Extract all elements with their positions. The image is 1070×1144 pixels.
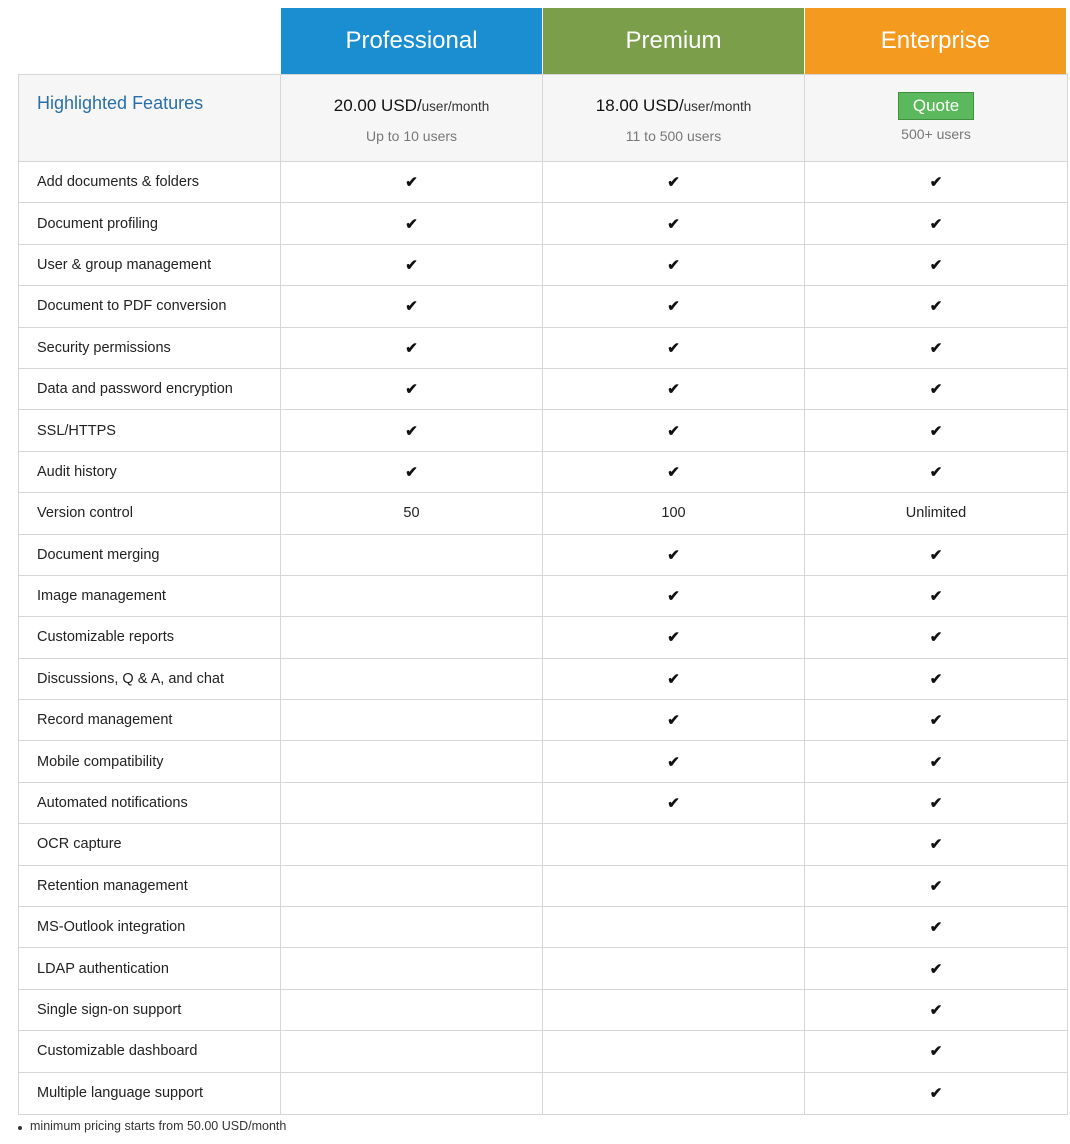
feature-cell bbox=[543, 535, 805, 575]
table-row bbox=[19, 990, 1068, 1031]
feature-value bbox=[281, 741, 543, 781]
check-icon: ✔ bbox=[667, 339, 680, 357]
feature-name: Customizable dashboard bbox=[19, 1031, 281, 1071]
price-professional: 20.00 USD/user/month bbox=[333, 96, 490, 115]
feature-name: Image management bbox=[19, 576, 281, 616]
feature-cell bbox=[543, 617, 805, 657]
highlighted-row bbox=[19, 75, 1068, 162]
check-icon: ✔ bbox=[929, 877, 943, 895]
footnote-text: minimum pricing starts from 50.00 USD/month bbox=[30, 1119, 287, 1133]
check-icon: ✔ bbox=[667, 298, 680, 316]
check-icon: ✔ bbox=[667, 381, 680, 399]
feature-value bbox=[281, 535, 543, 575]
feature-cell bbox=[543, 576, 805, 616]
feature-name: Audit history bbox=[19, 452, 281, 492]
feature-name: Version control bbox=[19, 493, 281, 533]
feature-cell bbox=[805, 907, 1068, 947]
check-icon: ✔ bbox=[929, 1085, 943, 1103]
table-row bbox=[19, 741, 1068, 782]
feature-name: Document merging bbox=[19, 535, 281, 575]
feature-value bbox=[281, 990, 543, 1030]
table-row bbox=[19, 452, 1068, 493]
feature-cell bbox=[805, 741, 1068, 781]
check-icon: ✔ bbox=[667, 256, 680, 274]
feature-cell bbox=[281, 245, 543, 285]
feature-cell bbox=[805, 452, 1068, 492]
feature-cell bbox=[805, 824, 1068, 864]
table-row bbox=[19, 535, 1068, 576]
table-row bbox=[19, 948, 1068, 989]
feature-cell bbox=[805, 948, 1068, 988]
feature-value bbox=[281, 1073, 543, 1114]
check-icon: ✔ bbox=[667, 629, 680, 647]
feature-name: MS-Outlook integration bbox=[19, 907, 281, 947]
feature-cell bbox=[281, 286, 543, 326]
feature-name: LDAP authentication bbox=[19, 948, 281, 988]
table-row bbox=[19, 245, 1068, 286]
table-row bbox=[19, 866, 1068, 907]
check-icon: ✔ bbox=[405, 339, 418, 357]
check-icon: ✔ bbox=[405, 174, 418, 192]
feature-name: Retention management bbox=[19, 866, 281, 906]
feature-value bbox=[281, 576, 543, 616]
feature-cell bbox=[805, 659, 1068, 699]
feature-cell bbox=[281, 328, 543, 368]
table-row bbox=[19, 410, 1068, 451]
check-icon: ✔ bbox=[405, 256, 418, 274]
check-icon: ✔ bbox=[929, 919, 943, 937]
feature-value bbox=[281, 617, 543, 657]
check-icon: ✔ bbox=[667, 463, 680, 481]
feature-cell bbox=[543, 286, 805, 326]
feature-value bbox=[543, 866, 805, 906]
feature-cell bbox=[805, 700, 1068, 740]
check-icon: ✔ bbox=[667, 712, 680, 730]
users-professional: Up to 10 users bbox=[365, 128, 458, 144]
check-icon: ✔ bbox=[929, 174, 943, 192]
plan-header-spacer bbox=[18, 8, 280, 74]
feature-value bbox=[281, 1031, 543, 1071]
feature-cell bbox=[805, 203, 1068, 243]
check-icon: ✔ bbox=[405, 215, 418, 233]
table-row bbox=[19, 493, 1068, 534]
feature-cell bbox=[805, 1031, 1068, 1071]
check-icon: ✔ bbox=[929, 712, 943, 730]
check-icon: ✔ bbox=[929, 256, 943, 274]
feature-cell bbox=[805, 990, 1068, 1030]
quote-button[interactable]: Quote bbox=[898, 92, 974, 120]
check-icon: ✔ bbox=[667, 588, 680, 606]
feature-cell bbox=[543, 328, 805, 368]
feature-cell bbox=[543, 203, 805, 243]
feature-value bbox=[543, 824, 805, 864]
table-row bbox=[19, 286, 1068, 327]
feature-cell bbox=[543, 162, 805, 202]
highlighted-features-label: Highlighted Features bbox=[19, 75, 281, 161]
feature-value bbox=[543, 990, 805, 1030]
check-icon: ✔ bbox=[667, 753, 680, 771]
feature-name: Security permissions bbox=[19, 328, 281, 368]
bullet-icon bbox=[18, 1126, 22, 1130]
table-row bbox=[19, 1073, 1068, 1114]
feature-cell bbox=[805, 410, 1068, 450]
feature-cell bbox=[805, 866, 1068, 906]
price-premium: 18.00 USD/user/month bbox=[595, 96, 752, 115]
check-icon: ✔ bbox=[405, 298, 418, 316]
feature-cell bbox=[281, 410, 543, 450]
table-row bbox=[19, 369, 1068, 410]
check-icon: ✔ bbox=[667, 546, 680, 564]
plan-header-professional: Professional bbox=[280, 8, 542, 74]
feature-name: Discussions, Q & A, and chat bbox=[19, 659, 281, 699]
check-icon: ✔ bbox=[929, 588, 943, 606]
feature-value bbox=[281, 783, 543, 823]
feature-value: 50 bbox=[281, 493, 543, 533]
feature-cell bbox=[543, 783, 805, 823]
check-icon: ✔ bbox=[929, 381, 943, 399]
check-icon: ✔ bbox=[929, 836, 943, 854]
table-row bbox=[19, 700, 1068, 741]
feature-name: Single sign-on support bbox=[19, 990, 281, 1030]
feature-name: Data and password encryption bbox=[19, 369, 281, 409]
feature-value: 100 bbox=[543, 493, 805, 533]
table-row bbox=[19, 162, 1068, 203]
feature-cell bbox=[281, 162, 543, 202]
check-icon: ✔ bbox=[929, 670, 943, 688]
check-icon: ✔ bbox=[929, 339, 943, 357]
check-icon: ✔ bbox=[667, 215, 680, 233]
check-icon: ✔ bbox=[405, 422, 418, 440]
feature-value bbox=[281, 866, 543, 906]
features-grid bbox=[18, 74, 1068, 1115]
price-cell-professional bbox=[281, 75, 543, 161]
feature-name: Mobile compatibility bbox=[19, 741, 281, 781]
feature-value bbox=[281, 659, 543, 699]
feature-cell bbox=[543, 245, 805, 285]
feature-name: Record management bbox=[19, 700, 281, 740]
feature-cell bbox=[805, 617, 1068, 657]
feature-cell bbox=[543, 659, 805, 699]
table-row bbox=[19, 328, 1068, 369]
feature-name: Multiple language support bbox=[19, 1073, 281, 1114]
feature-cell bbox=[805, 369, 1068, 409]
price-cell-premium bbox=[543, 75, 805, 161]
feature-name: Document profiling bbox=[19, 203, 281, 243]
footnote bbox=[18, 1119, 286, 1133]
users-enterprise: 500+ users bbox=[901, 126, 971, 142]
feature-value bbox=[281, 824, 543, 864]
feature-cell bbox=[805, 162, 1068, 202]
feature-value bbox=[543, 907, 805, 947]
plan-header-row bbox=[18, 8, 1068, 74]
check-icon: ✔ bbox=[667, 795, 680, 813]
plan-header-enterprise: Enterprise bbox=[804, 8, 1066, 74]
feature-cell bbox=[805, 286, 1068, 326]
feature-cell bbox=[543, 700, 805, 740]
check-icon: ✔ bbox=[929, 960, 943, 978]
price-cell-enterprise bbox=[805, 75, 1068, 161]
check-icon: ✔ bbox=[929, 629, 943, 647]
check-icon: ✔ bbox=[929, 546, 943, 564]
table-row bbox=[19, 783, 1068, 824]
check-icon: ✔ bbox=[667, 670, 680, 688]
check-icon: ✔ bbox=[929, 1002, 943, 1019]
check-icon: ✔ bbox=[929, 298, 943, 316]
check-icon: ✔ bbox=[405, 463, 418, 481]
table-row bbox=[19, 1031, 1068, 1072]
table-row bbox=[19, 617, 1068, 658]
feature-name: Automated notifications bbox=[19, 783, 281, 823]
feature-cell bbox=[543, 452, 805, 492]
check-icon: ✔ bbox=[405, 381, 418, 399]
users-premium: 11 to 500 users bbox=[625, 128, 722, 144]
feature-cell bbox=[281, 203, 543, 243]
check-icon: ✔ bbox=[929, 422, 943, 440]
feature-cell bbox=[281, 369, 543, 409]
feature-name: OCR capture bbox=[19, 824, 281, 864]
feature-name: Customizable reports bbox=[19, 617, 281, 657]
table-row bbox=[19, 659, 1068, 700]
plan-header-premium: Premium bbox=[542, 8, 804, 74]
feature-value bbox=[543, 1031, 805, 1071]
feature-cell bbox=[805, 535, 1068, 575]
check-icon: ✔ bbox=[667, 422, 680, 440]
feature-cell bbox=[543, 741, 805, 781]
feature-value bbox=[281, 948, 543, 988]
feature-value: Unlimited bbox=[805, 493, 1068, 533]
feature-value bbox=[281, 907, 543, 947]
check-icon: ✔ bbox=[929, 1043, 943, 1061]
feature-cell bbox=[543, 410, 805, 450]
check-icon: ✔ bbox=[929, 215, 943, 233]
feature-name: Add documents & folders bbox=[19, 162, 281, 202]
feature-cell bbox=[805, 576, 1068, 616]
check-icon: ✔ bbox=[667, 174, 680, 192]
table-row bbox=[19, 576, 1068, 617]
table-row bbox=[19, 824, 1068, 865]
feature-name: SSL/HTTPS bbox=[19, 410, 281, 450]
feature-cell bbox=[805, 1073, 1068, 1114]
feature-rows bbox=[19, 162, 1068, 1114]
feature-cell bbox=[543, 369, 805, 409]
feature-cell bbox=[805, 245, 1068, 285]
feature-value bbox=[281, 700, 543, 740]
table-row bbox=[19, 907, 1068, 948]
feature-value bbox=[543, 1073, 805, 1114]
pricing-table bbox=[18, 8, 1068, 1115]
feature-cell bbox=[281, 452, 543, 492]
feature-value bbox=[543, 948, 805, 988]
check-icon: ✔ bbox=[929, 795, 943, 813]
feature-name: Document to PDF conversion bbox=[19, 286, 281, 326]
check-icon: ✔ bbox=[929, 463, 943, 481]
table-row bbox=[19, 203, 1068, 244]
feature-cell bbox=[805, 328, 1068, 368]
feature-name: User & group management bbox=[19, 245, 281, 285]
check-icon: ✔ bbox=[929, 753, 943, 771]
feature-cell bbox=[805, 783, 1068, 823]
